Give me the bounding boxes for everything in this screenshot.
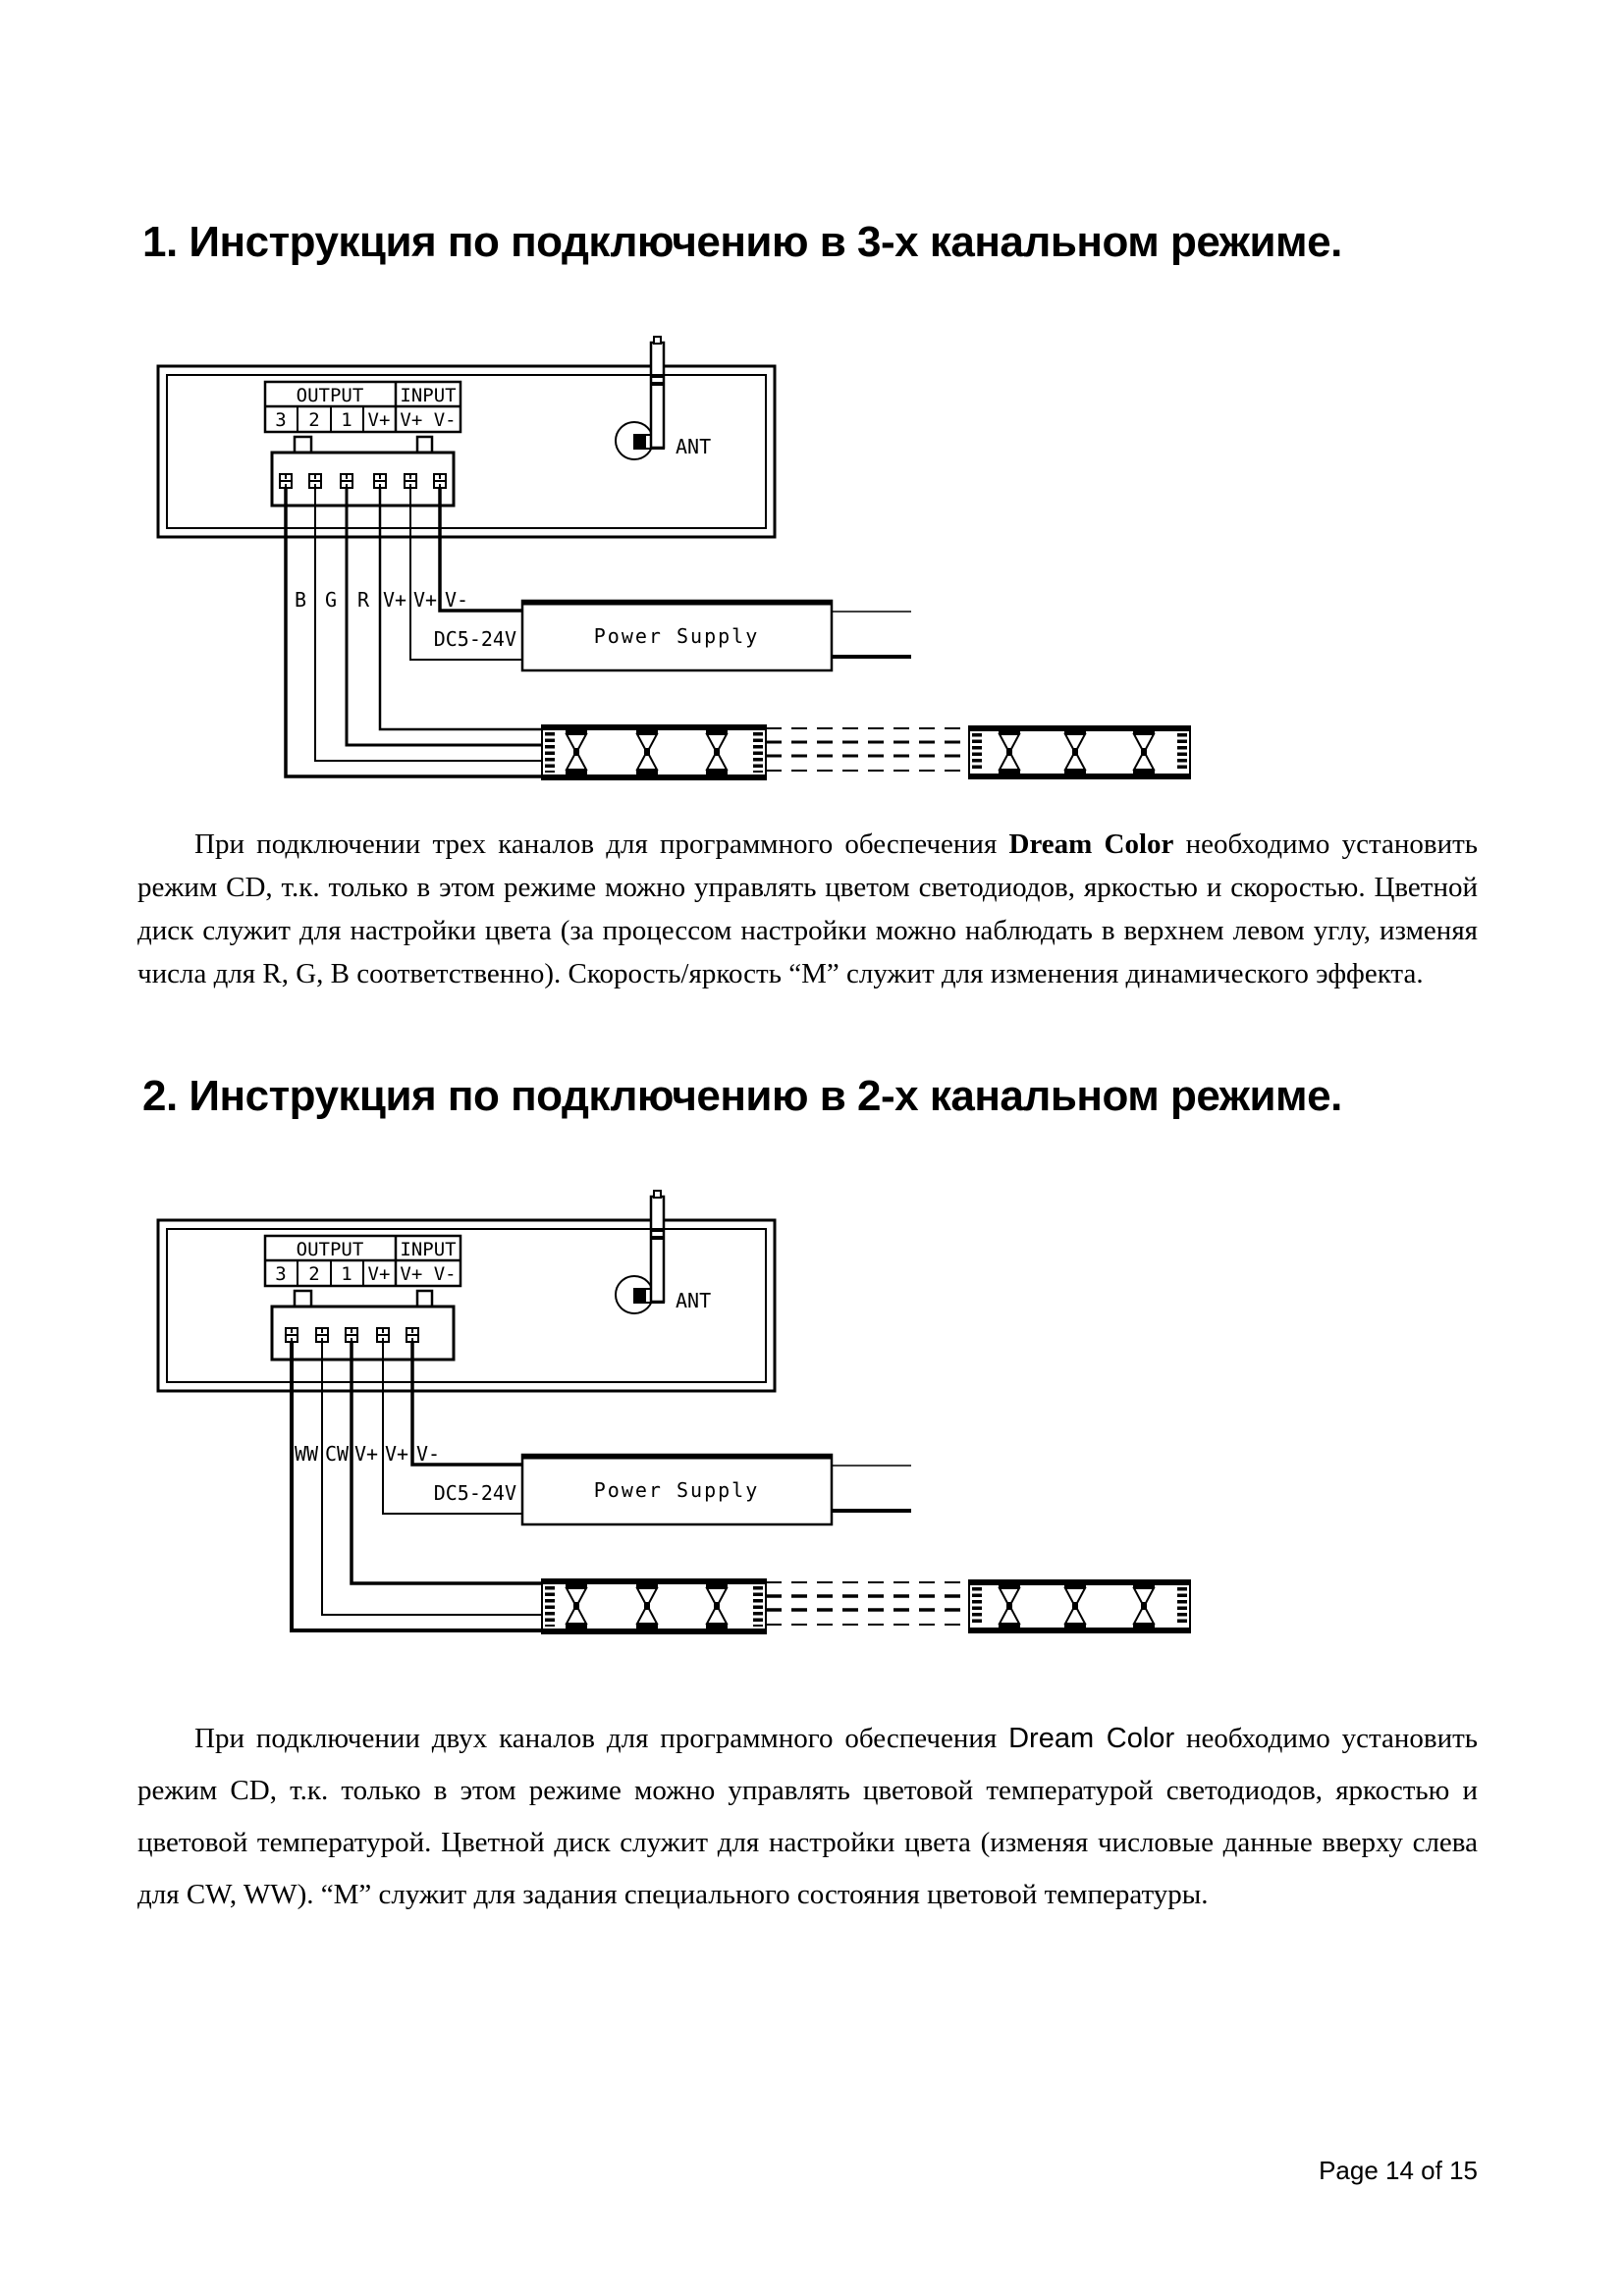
dc-voltage-label: DC5-24V (433, 627, 516, 651)
power-supply-label: Power Supply (593, 1478, 760, 1502)
heading-2-channel-mode: 2. Инструкция по подключению в 2-х канальном режиме. (142, 1072, 1342, 1120)
terminal-cell-1: 1 (341, 409, 352, 431)
terminal-cell-vplus: V+ (367, 1263, 391, 1285)
wire-label-vminus: V- (415, 1442, 441, 1466)
led-strip-2 (969, 1580, 1190, 1632)
wire-labels (295, 588, 468, 612)
wire-r (347, 488, 542, 745)
ant-label: ANT (676, 1289, 712, 1312)
led-icon (566, 729, 587, 774)
led-strip-1 (542, 725, 766, 779)
wire-label-vplus2: V+ (412, 588, 438, 612)
terminal-cell-3: 3 (275, 1263, 287, 1285)
terminal-cell-input-v: V+ V- (400, 409, 457, 431)
wire-label-vplus1: V+ (353, 1442, 379, 1466)
diagram-2-channel-wiring (137, 1188, 1237, 1649)
paragraph-text: При подключении трех каналов для программного обеспечения (194, 828, 1009, 860)
brand-name: Dream Color (1008, 828, 1174, 860)
led-icon (706, 729, 728, 774)
terminal-cell-1: 1 (341, 1263, 352, 1285)
wire-label-ww: WW (294, 1442, 319, 1466)
wire-label-cw: CW (324, 1442, 350, 1466)
paragraph-text: При подключении двух каналов для программного обеспечения (194, 1723, 1009, 1754)
led-icon (566, 1583, 587, 1629)
brand-name: Dream Color (1008, 1723, 1175, 1754)
antenna-icon (616, 337, 711, 459)
led-icon (1133, 1583, 1155, 1629)
input-header-cell: INPUT (400, 1239, 457, 1260)
input-header-cell: INPUT (400, 385, 457, 406)
terminal-table (265, 1236, 460, 1286)
led-icon (999, 729, 1020, 774)
dc-voltage-label: DC5-24V (433, 1481, 516, 1505)
wire-label-vplus2: V+ (384, 1442, 409, 1466)
wire-vplus-out (352, 1342, 542, 1583)
terminal-cell-input-v: V+ V- (400, 1263, 457, 1285)
connector-block (272, 437, 454, 506)
terminal-table (265, 382, 460, 432)
wire-label-b: B (294, 588, 307, 612)
led-icon (706, 1583, 728, 1629)
ant-label: ANT (676, 435, 712, 458)
diagram-3-channel-wiring (137, 334, 1237, 795)
led-strip-1 (542, 1579, 766, 1633)
paragraph-3-channel (137, 823, 1478, 995)
terminal-cell-vplus: V+ (367, 409, 391, 431)
led-icon (999, 1583, 1020, 1629)
led-icon (1064, 729, 1086, 774)
output-header-cell: OUTPUT (296, 1239, 364, 1260)
terminal-cell-2: 2 (308, 1263, 320, 1285)
power-supply-label: Power Supply (593, 624, 760, 648)
paragraph-text: необходимо установить режим CD, т.к. только в этом режиме можно управлять цветовой температурой светодиодов, яркостью и цветовой температурой. Цветной диск служит для настройки цвета (изменяя числовые данные вверху слева для CW, WW). “М” служит для задания специального состояния цветовой температуры. (137, 1723, 1479, 1910)
connector-block (272, 1291, 454, 1360)
wire-label-vminus: V- (444, 588, 469, 612)
wire-labels (295, 1442, 440, 1466)
wire-label-g: G (324, 588, 338, 612)
paragraph-text: необходимо установить режим CD, т.к. только в этом режиме можно управлять цветом светодиодов, яркостью и скоростью. Цветной диск служит для настройки цвета (за процессом настройки можно наблюдать в верхнем левом углу, изменяя числа для R, G, B соответственно). Скорость/яркость “М” служит для изменения динамического эффекта. (137, 828, 1478, 989)
terminal-cell-2: 2 (308, 409, 320, 431)
heading-3-channel-mode: 1. Инструкция по подключению в 3-х канальном режиме. (142, 218, 1342, 266)
footer-page-number: Page 14 of 15 (1319, 2156, 1478, 2185)
led-icon (636, 1583, 658, 1629)
led-icon (1064, 1583, 1086, 1629)
output-header-cell: OUTPUT (296, 385, 364, 406)
antenna-icon (616, 1191, 711, 1313)
led-strip-2 (969, 726, 1190, 778)
led-icon (636, 729, 658, 774)
terminal-cell-3: 3 (275, 409, 287, 431)
paragraph-2-channel (137, 1713, 1478, 1921)
wire-label-r: R (356, 588, 370, 612)
wire-label-vplus1: V+ (382, 588, 407, 612)
led-icon (1133, 729, 1155, 774)
strip-link-dashes (766, 1582, 969, 1625)
strip-link-dashes (766, 728, 969, 771)
